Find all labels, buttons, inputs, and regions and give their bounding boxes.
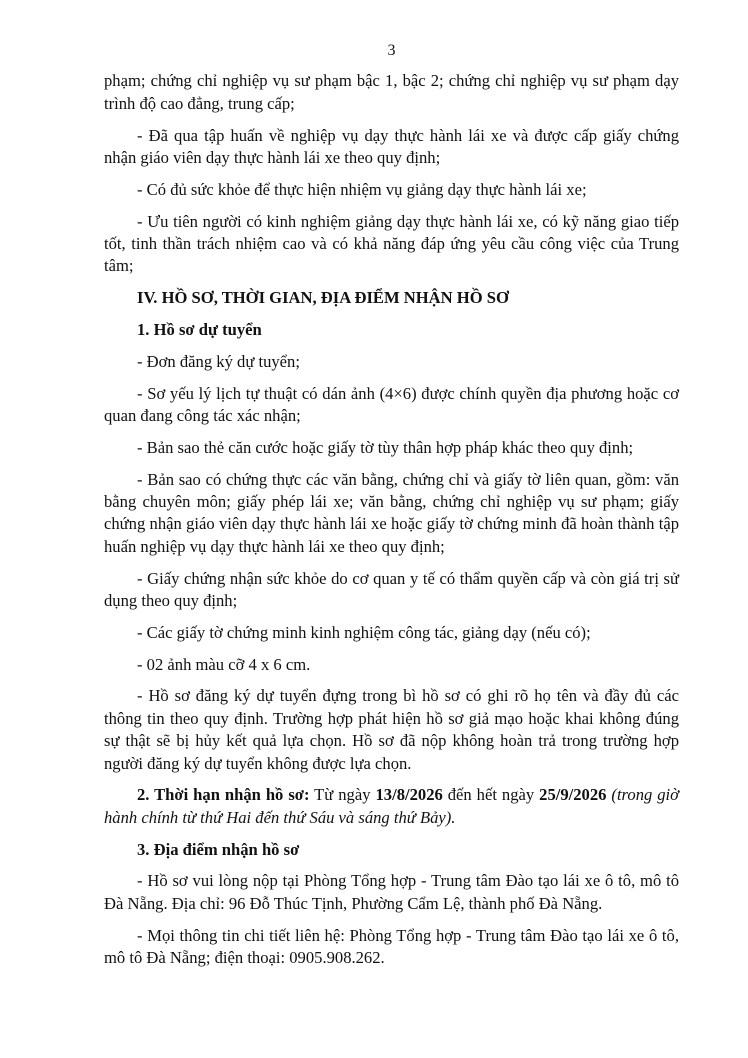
deadline-note: (trong giờ hành chính từ thứ Hai đến thứ Sáu và sáng thứ Bảy). [104, 785, 680, 827]
list-item: - Bản sao thẻ căn cước hoặc giấy tờ tùy thân hợp pháp khác theo quy định; [137, 437, 634, 457]
paragraph-training-requirement: - Đã qua tập huấn về nghiệp vụ dạy thực hành lái xe và được cấp giấy chứng nhận giáo viên dạy thực hành lái xe theo quy định; [104, 125, 679, 168]
list-item: - Đơn đăng ký dự tuyển; [137, 351, 300, 371]
deadline-from-text: Từ ngày [309, 785, 376, 805]
subsection-2-label: 2. Thời hạn nhận hồ sơ: [137, 785, 310, 805]
list-item: - Sơ yếu lý lịch tự thuật có dán ảnh (4×6) được chính quyền địa phương hoặc cơ quan đang công tác xác nhận; [104, 383, 679, 426]
list-item: - Các giấy tờ chứng minh kinh nghiệm công tác, giảng dạy (nếu có); [137, 622, 591, 642]
paragraph-health-requirement: - Có đủ sức khỏe để thực hiện nhiệm vụ giảng dạy thực hành lái xe; [137, 179, 587, 199]
deadline-to-text: đến hết ngày [442, 785, 540, 805]
subsection-2-deadline [104, 784, 679, 829]
list-item: - Hồ sơ đăng ký dự tuyển đựng trong bì hồ sơ có ghi rõ họ tên và đầy đủ các thông tin theo quy định. Trường hợp phát hiện hồ sơ giả mạo hoặc khai không đúng sự thật sẽ bị hủy kết quả lựa chọn. Hồ sơ đã nộp không hoàn trả trong trường hợp người đăng ký dự tuyển không được lựa chọn. [104, 686, 679, 773]
deadline-from-date: 13/8/2026 [375, 785, 443, 805]
subsection-1-heading: 1. Hồ sơ dự tuyển [137, 320, 262, 340]
section-iv-heading: IV. HỒ SƠ, THỜI GIAN, ĐỊA ĐIỂM NHẬN HỒ SƠ [137, 288, 509, 308]
list-item: - Hồ sơ vui lòng nộp tại Phòng Tổng hợp - Trung tâm Đào tạo lái xe ô tô, mô tô Đà Nẵng. Địa chỉ: 96 Đỗ Thúc Tịnh, Phường Cẩm Lệ, thành phố Đà Nẵng. [104, 871, 679, 913]
list-item: - 02 ảnh màu cỡ 4 x 6 cm. [137, 654, 311, 674]
subsection-3-heading: 3. Địa điểm nhận hồ sơ [137, 839, 300, 859]
page-number: 3 [387, 42, 396, 59]
paragraph-continuation: phạm; chứng chỉ nghiệp vụ sư phạm bậc 1, bậc 2; chứng chỉ nghiệp vụ sư phạm dạy trình độ cao đẳng, trung cấp; [104, 71, 679, 113]
paragraph-priority: - Ưu tiên người có kinh nghiệm giảng dạy thực hành lái xe, có kỹ năng giao tiếp tốt, tinh thần trách nhiệm cao và có khả năng đáp ứng yêu cầu công việc của Trung tâm; [104, 211, 679, 276]
deadline-to-date: 25/9/2026 [539, 785, 607, 805]
list-item: - Mọi thông tin chi tiết liên hệ: Phòng Tổng hợp - Trung tâm Đào tạo lái xe ô tô, mô tô Đà Nẵng; điện thoại: 0905.908.262. [104, 925, 679, 968]
list-item: - Giấy chứng nhận sức khỏe do cơ quan y tế có thẩm quyền cấp và còn giá trị sử dụng theo quy định; [104, 568, 679, 611]
list-item: - Bản sao có chứng thực các văn bằng, chứng chỉ và giấy tờ liên quan, gồm: văn bằng chuyên môn; giấy phép lái xe; văn bằng, chứng chỉ nghiệp vụ sư phạm; giấy chứng nhận giáo viên dạy thực hành lái xe hoặc giấy tờ chứng minh đã hoàn thành tập huấn nghiệp vụ dạy thực hành lái xe theo quy định; [104, 469, 679, 556]
